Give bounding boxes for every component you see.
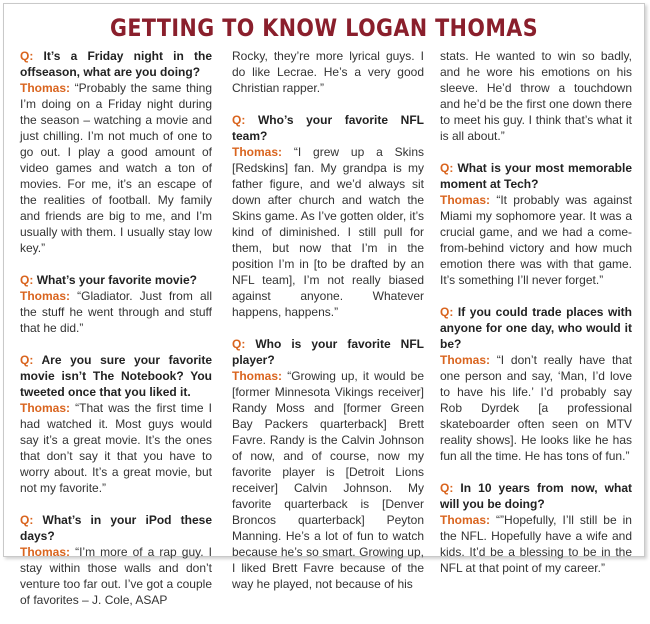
answer <box>440 352 632 464</box>
answer-label: Thomas: <box>440 513 491 527</box>
question-text: What’s in your iPod these days? <box>20 513 212 543</box>
answer-label: Thomas: <box>20 401 71 415</box>
qa-block <box>20 272 212 336</box>
answer <box>440 192 632 288</box>
question <box>232 112 424 144</box>
article-panel <box>3 3 645 607</box>
question-text: Who’s your favorite NFL team? <box>232 113 424 143</box>
answer-text: “Gladiator. Just from all the stuff he went through and stuff that he did.” <box>20 289 212 335</box>
answer-continued: stats. He wanted to win so badly, and he wore his emotions on his sleeve. He’d throw a touchdown and he’d be the first one down there to meet his guy. I think that’s what it is all about.” <box>440 49 632 143</box>
answer <box>20 80 212 256</box>
question-label: Q: <box>20 353 34 367</box>
qa-block <box>440 480 632 576</box>
answer-label: Thomas: <box>232 145 283 159</box>
answer-label: Thomas: <box>20 545 71 559</box>
qa-block <box>440 160 632 288</box>
answer-label: Thomas: <box>20 81 71 95</box>
question-text: Who is your favorite NFL player? <box>232 337 424 367</box>
answer <box>232 144 424 320</box>
question-text: In 10 years from now, what will you be doing? <box>440 481 632 511</box>
qa-block <box>232 112 424 320</box>
question-label: Q: <box>440 305 454 319</box>
answer-text: “I don’t really have that one person and say, ‘Man, I’d love to have his life.’ I’d probably say Rob Dyrdek [a professional skateboarder often seen on MTV reality shows]. He looks like he has fun all the time. He has tons of fun.” <box>440 353 632 463</box>
question-text: If you could trade places with anyone for one day, who would it be? <box>440 305 633 351</box>
question <box>20 48 212 80</box>
answer-label: Thomas: <box>440 193 491 207</box>
answer <box>20 288 212 336</box>
question-text: Are you sure your favorite movie isn’t The Notebook? You tweeted once that you liked it. <box>20 353 212 399</box>
qa-block <box>20 352 212 496</box>
question-label: Q: <box>20 513 34 527</box>
answer-text: “It probably was against Miami my sophomore year. It was a crucial game, and we had a come-from-behind victory and how much emotion there was with that game. It’s something I’ll never forget.” <box>440 193 632 287</box>
answer-label: Thomas: <box>440 353 491 367</box>
question-label: Q: <box>440 161 454 175</box>
qa-block <box>20 48 212 256</box>
article-title: GETTING TO KNOW LOGAN THOMAS <box>110 14 538 42</box>
qa-block <box>232 336 424 592</box>
column-3 <box>440 48 632 592</box>
answer <box>440 512 632 576</box>
answer-text: “I’m more of a rap guy. I stay within those walls and don’t venture too far out. I’ve got a couple of favorites – J. Cole, ASAP <box>20 545 212 607</box>
question <box>20 272 212 288</box>
answer-continued: Rocky, they’re more lyrical guys. I do like Lecrae. He’s a very good Christian rapper.” <box>232 49 424 95</box>
qa-block <box>232 48 424 96</box>
answer-text: “”Hopefully, I’ll still be in the NFL. Hopefully have a wife and kids. It’d be a blessing to be in the NFL at that point of my career.” <box>440 513 632 575</box>
question-label: Q: <box>232 337 246 351</box>
column-2 <box>232 48 424 608</box>
question <box>232 336 424 368</box>
question-label: Q: <box>232 113 246 127</box>
answer <box>232 368 424 592</box>
qa-block <box>20 512 212 608</box>
answer-label: Thomas: <box>20 289 71 303</box>
qa-block <box>440 304 632 464</box>
answer-text: “I grew up a Skins [Redskins] fan. My grandpa is my father figure, and we’d always sit down after church and watch the Skins game. As I’ve gotten older, it’s kind of diminished. I still pull for them, but now that I’m in the position I’m in [to be drafted by an NFL team], I’m not really biased against anyone. Whatever happens, happens.” <box>232 145 424 319</box>
answer-text: “That was the first time I had watched it. Most guys would say it’s a great movie. It’s the ones that don’t say it that you have to worry about. It’s a great movie, but not my favorite.” <box>20 401 212 495</box>
question <box>20 512 212 544</box>
answer <box>20 544 212 608</box>
question-label: Q: <box>20 273 34 287</box>
question-text: What is your most memorable moment at Tech? <box>440 161 632 191</box>
answer-label: Thomas: <box>232 369 283 383</box>
column-1 <box>20 48 212 624</box>
question-label: Q: <box>20 49 34 63</box>
question-text: It’s a Friday night in the offseason, what are you doing? <box>20 49 212 79</box>
answer <box>20 400 212 496</box>
question <box>20 352 212 400</box>
answer-text: “Growing up, it would be [former Minnesota Vikings receiver] Randy Moss and [former Green Bay Packers quarterback] Brett Favre. Randy is the Calvin Johnson of now, and of course, now my favorite player is [Detroit Lions receiver] Calvin Johnson. My favorite quarterback is [Denver Broncos quarterback] Peyton Manning. He’s a lot of fun to watch because he’s so smart. Growing up, I liked Brett Favre because of the way he played, not because of his <box>232 369 424 591</box>
question-label: Q: <box>440 481 454 495</box>
question-text: What’s your favorite movie? <box>36 273 197 287</box>
question <box>440 304 632 352</box>
answer-text: “Probably the same thing I’m doing on a Friday night during the season – watching a movie and just chilling. I’m not much of one to go out. I play a good amount of video games and watch a ton of movies. For me, it’s an escape of the realities of football. My family and friends are big to me, and I’m usually with them. I usually stay low key.” <box>20 81 213 255</box>
question <box>440 160 632 192</box>
qa-block <box>440 48 632 144</box>
question <box>440 480 632 512</box>
